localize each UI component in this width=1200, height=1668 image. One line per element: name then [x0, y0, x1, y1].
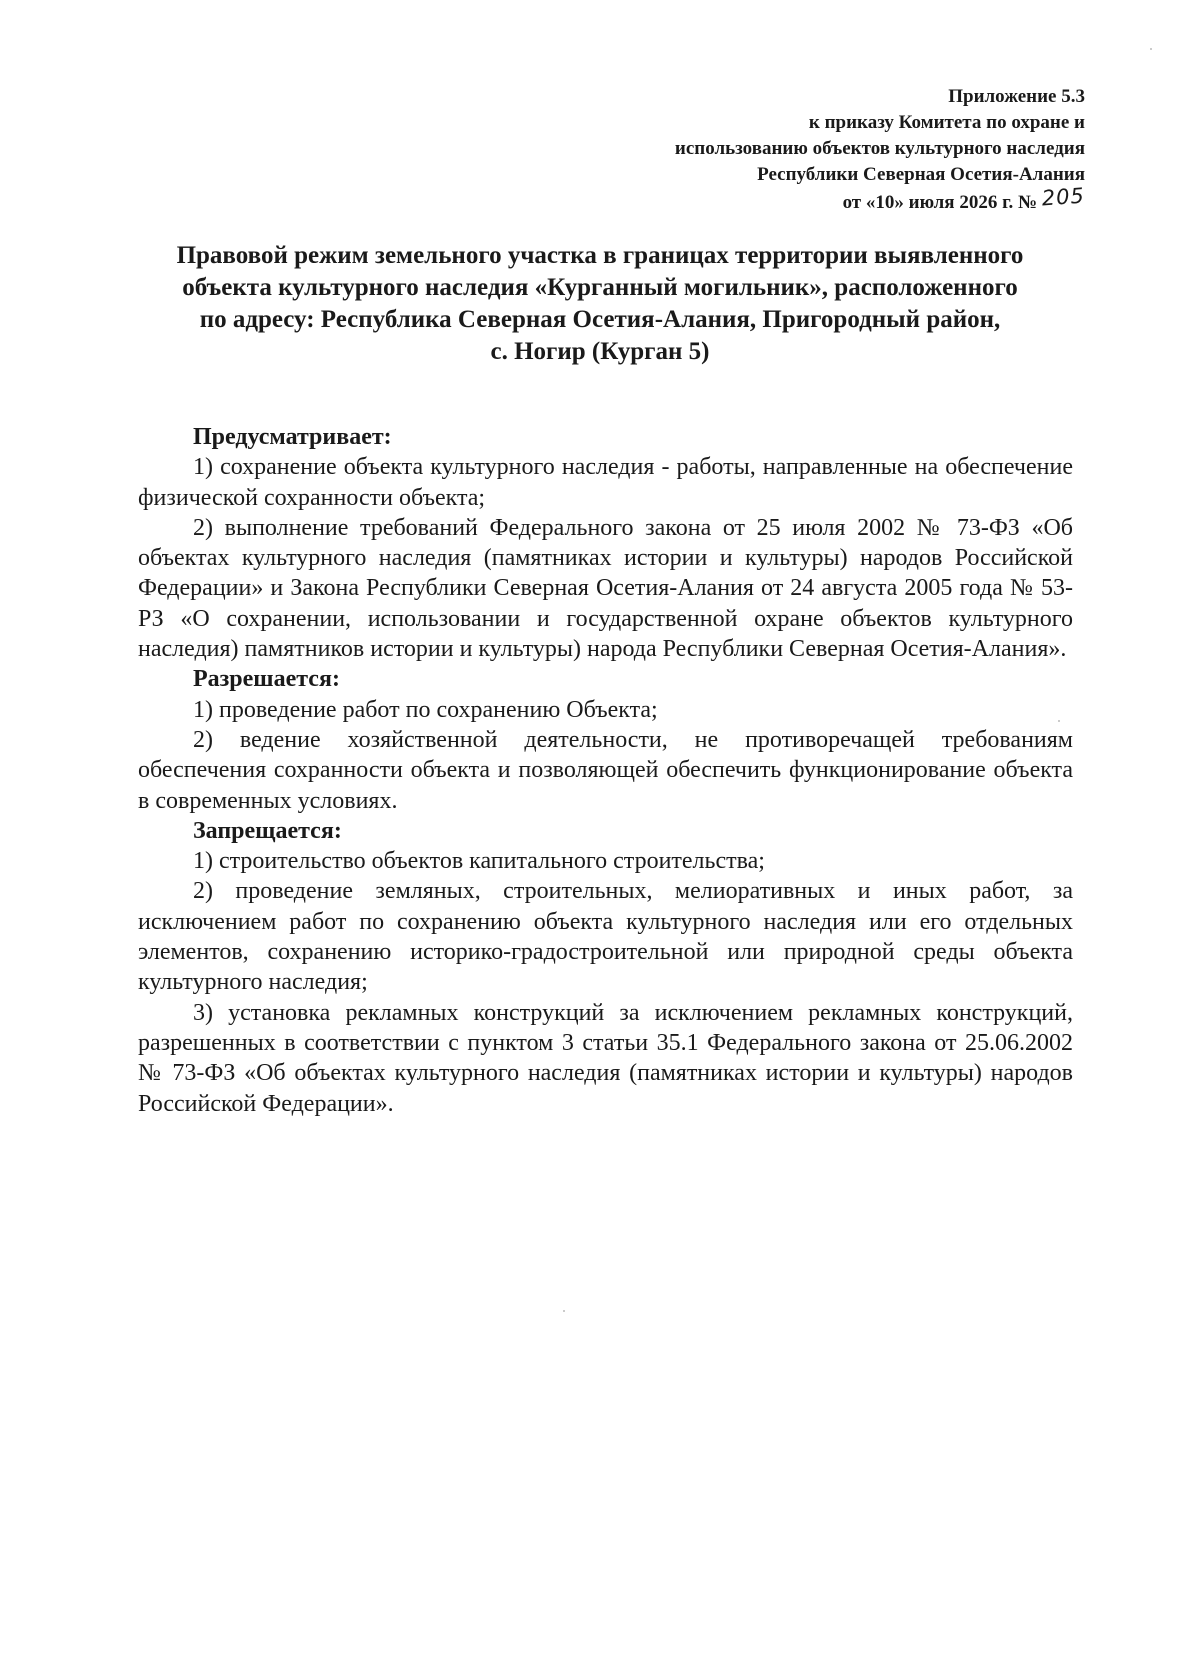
prohibited-item: 3) установка рекламных конструкций за исключением рекламных конструкций, разрешенных в соответствии с пунктом 3 статьи 35.1 Федерального закона от 25.06.2002 № 73-ФЗ «Об объектах культурного наследия (памятниках истории и культуры) народов Российской Федерации».	[138, 999, 1073, 1117]
provides-item: 2) выполнение требований Федерального закона от 25 июля 2002 № 73-ФЗ «Об объектах культурного наследия (памятниках истории и культуры) народов Российской Федерации» и Закона Республики Северная Осетия-Алания от 24 августа 2005 года № 53-РЗ «О сохранении, использовании и государственной охране объектов культурного наследия) памятников истории и культуры) народа Республики Северная Осетия-Алания».	[138, 514, 1073, 663]
provides-item: 1) сохранение объекта культурного наследия - работы, направленные на обеспечение физической сохранности объекта;	[138, 454, 1073, 511]
appendix-date: от «10» июля 2026 г. №	[842, 192, 1038, 213]
appendix-number: Приложение 5.3	[948, 86, 1085, 107]
section-heading-prohibited: Запрещается:	[193, 817, 342, 844]
appendix-republic: Республики Северная Осетия-Алания	[757, 164, 1085, 185]
title-line: с. Ногир (Курган 5)	[490, 338, 710, 365]
title-line: объекта культурного наследия «Курганный могильник», расположенного	[182, 274, 1018, 301]
scan-speck	[563, 1310, 565, 1312]
allowed-item: 1) проведение работ по сохранению Объекта;	[193, 696, 658, 723]
title-line: по адресу: Республика Северная Осетия-Алания, Пригородный район,	[199, 306, 1001, 333]
appendix-date-line	[675, 183, 1086, 216]
appendix-order-ref: к приказу Комитета по охране и	[808, 112, 1085, 133]
title-line: Правовой режим земельного участка в границах территории выявленного	[176, 242, 1024, 269]
section-heading-provides: Предусматривает:	[193, 424, 392, 450]
appendix-committee: использованию объектов культурного наследия	[674, 138, 1085, 159]
section-heading-allowed: Разрешается:	[193, 666, 340, 693]
handwritten-order-number: 205	[1040, 183, 1086, 211]
allowed-item: 2) ведение хозяйственной деятельности, не противоречащей требованиям обеспечения сохранности объекта и позволяющей обеспечить функционирование объекта в современных условиях.	[138, 726, 1073, 814]
appendix-header	[675, 84, 1085, 216]
scan-speck	[1058, 720, 1060, 722]
document-body	[138, 422, 1073, 1119]
document-title	[110, 240, 1090, 368]
prohibited-item: 2) проведение земляных, строительных, мелиоративных и иных работ, за исключением работ по сохранению объекта культурного наследия или его отдельных элементов, сохранению историко-градостроительной или природной среды объекта культурного наследия;	[138, 878, 1073, 996]
prohibited-item: 1) строительство объектов капитального строительства;	[193, 848, 765, 875]
scan-speck	[1150, 48, 1152, 50]
